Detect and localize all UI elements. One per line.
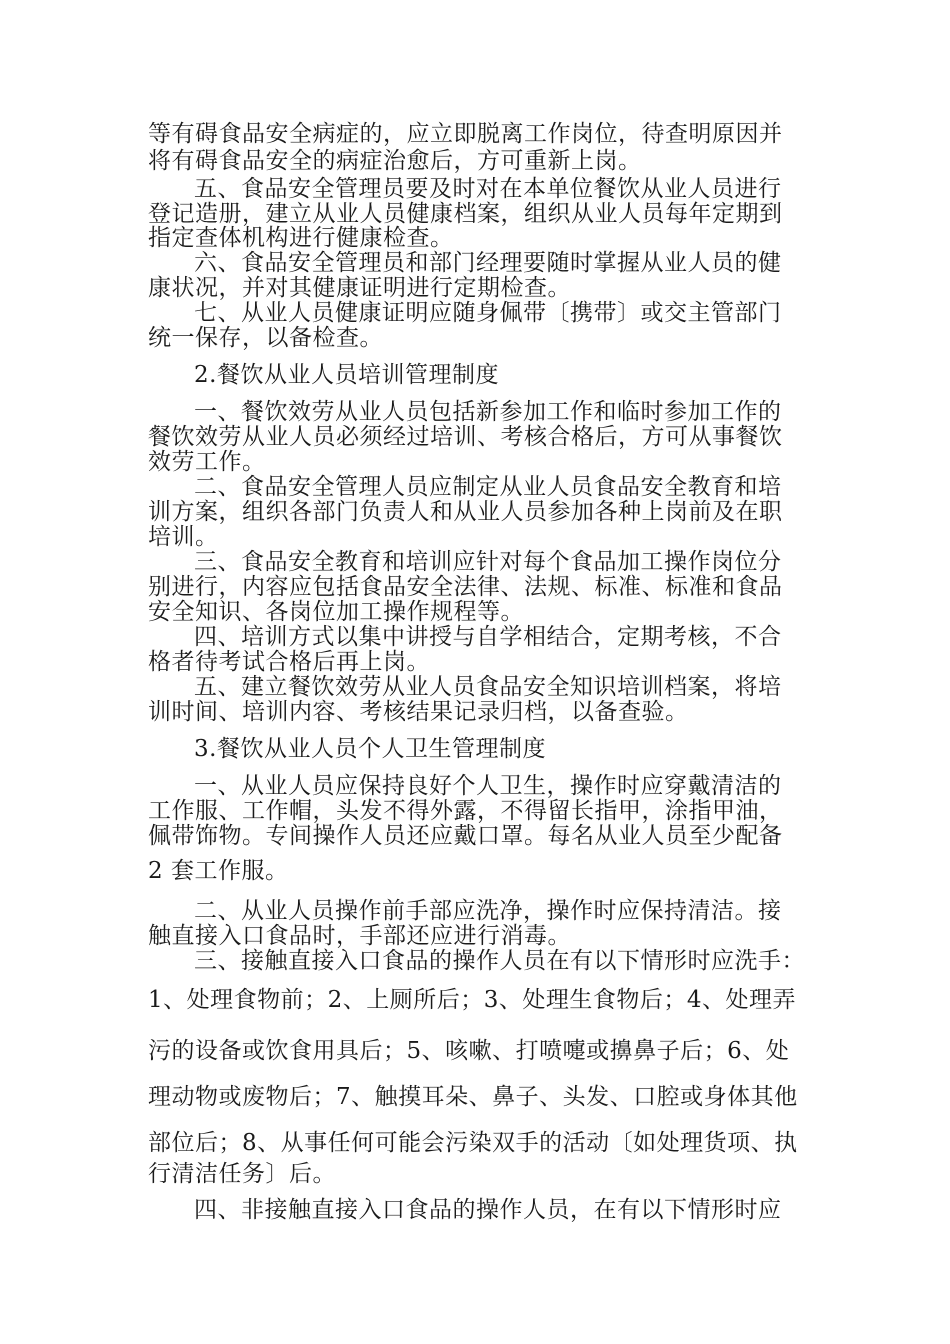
body-text-line: 餐饮效劳从业人员必须经过培训、考核合格后，方可从事餐饮: [148, 424, 783, 450]
body-text-line: 一、从业人员应保持良好个人卫生，操作时应穿戴清洁的: [194, 773, 782, 799]
body-text-line: 二、食品安全管理人员应制定从业人员食品安全教育和培: [194, 474, 782, 500]
body-text-line: 1、处理食物前；2、上厕所后；3、处理生食物后；4、处理弄: [148, 987, 797, 1013]
body-text-line: 二、从业人员操作前手部应洗净，操作时应保持清洁。接: [194, 898, 782, 924]
body-text-line: 五、建立餐饮效劳从业人员食品安全知识培训档案，将培: [194, 674, 782, 700]
body-text-line: 六、食品安全管理员和部门经理要随时掌握从业人员的健: [194, 250, 782, 276]
body-text-line: 污的设备或饮食用具后；5、咳嗽、打喷嚏或擤鼻子后；6、处: [148, 1038, 790, 1064]
body-text-line: 训方案，组织各部门负责人和从业人员参加各种上岗前及在职: [148, 499, 783, 525]
body-text-line: 三、食品安全教育和培训应针对每个食品加工操作岗位分: [194, 549, 782, 575]
body-text-line: 效劳工作。: [148, 449, 266, 475]
body-text-line: 七、从业人员健康证明应随身佩带〔携带〕或交主管部门: [194, 300, 782, 326]
body-text-line: 培训。: [148, 524, 219, 550]
body-text-line: 触直接入口食品时，手部还应进行消毒。: [148, 923, 571, 949]
body-text-line: 别进行，内容应包括食品安全法律、法规、标准、标准和食品: [148, 574, 783, 600]
body-text-line: 一、餐饮效劳从业人员包括新参加工作和临时参加工作的: [194, 399, 782, 425]
body-text-line: 四、培训方式以集中讲授与自学相结合，定期考核，不合: [194, 624, 782, 650]
body-text-line: 五、食品安全管理员要及时对在本单位餐饮从业人员进行: [194, 176, 782, 202]
body-text-line: 三、接触直接入口食品的操作人员在有以下情形时应洗手：: [194, 948, 805, 974]
body-text-line: 四、非接触直接入口食品的操作人员，在有以下情形时应: [194, 1197, 782, 1223]
body-text-line: 等有碍食品安全病症的，应立即脱离工作岗位，待查明原因并: [148, 121, 783, 147]
body-text-line: 2 套工作服。: [148, 858, 289, 884]
body-text-line: 行清洁任务〕后。: [148, 1161, 336, 1187]
body-text-line: 格者待考试合格后再上岗。: [148, 649, 430, 675]
section-heading: 3.餐饮从业人员个人卫生管理制度: [194, 736, 546, 762]
body-text-line: 训时间、培训内容、考核结果记录归档，以备查验。: [148, 699, 689, 725]
body-text-line: 安全知识、各岗位加工操作规程等。: [148, 599, 524, 625]
section-heading: 2.餐饮从业人员培训管理制度: [194, 362, 499, 388]
body-text-line: 统一保存，以备检查。: [148, 325, 383, 351]
body-text-line: 佩带饰物。专间操作人员还应戴口罩。每名从业人员至少配备: [148, 823, 783, 849]
body-text-line: 登记造册，建立从业人员健康档案，组织从业人员每年定期到: [148, 201, 783, 227]
body-text-line: 康状况，并对其健康证明进行定期检查。: [148, 275, 571, 301]
body-text-line: 指定查体机构进行健康检查。: [148, 225, 454, 251]
body-text-line: 将有碍食品安全的病症治愈后，方可重新上岗。: [148, 148, 642, 174]
body-text-line: 理动物或废物后；7、触摸耳朵、鼻子、头发、口腔或身体其他: [148, 1084, 798, 1110]
body-text-line: 部位后；8、从事任何可能会污染双手的活动〔如处理货项、执: [148, 1130, 798, 1156]
body-text-line: 工作服、工作帽，头发不得外露，不得留长指甲，涂指甲油，: [148, 798, 783, 824]
